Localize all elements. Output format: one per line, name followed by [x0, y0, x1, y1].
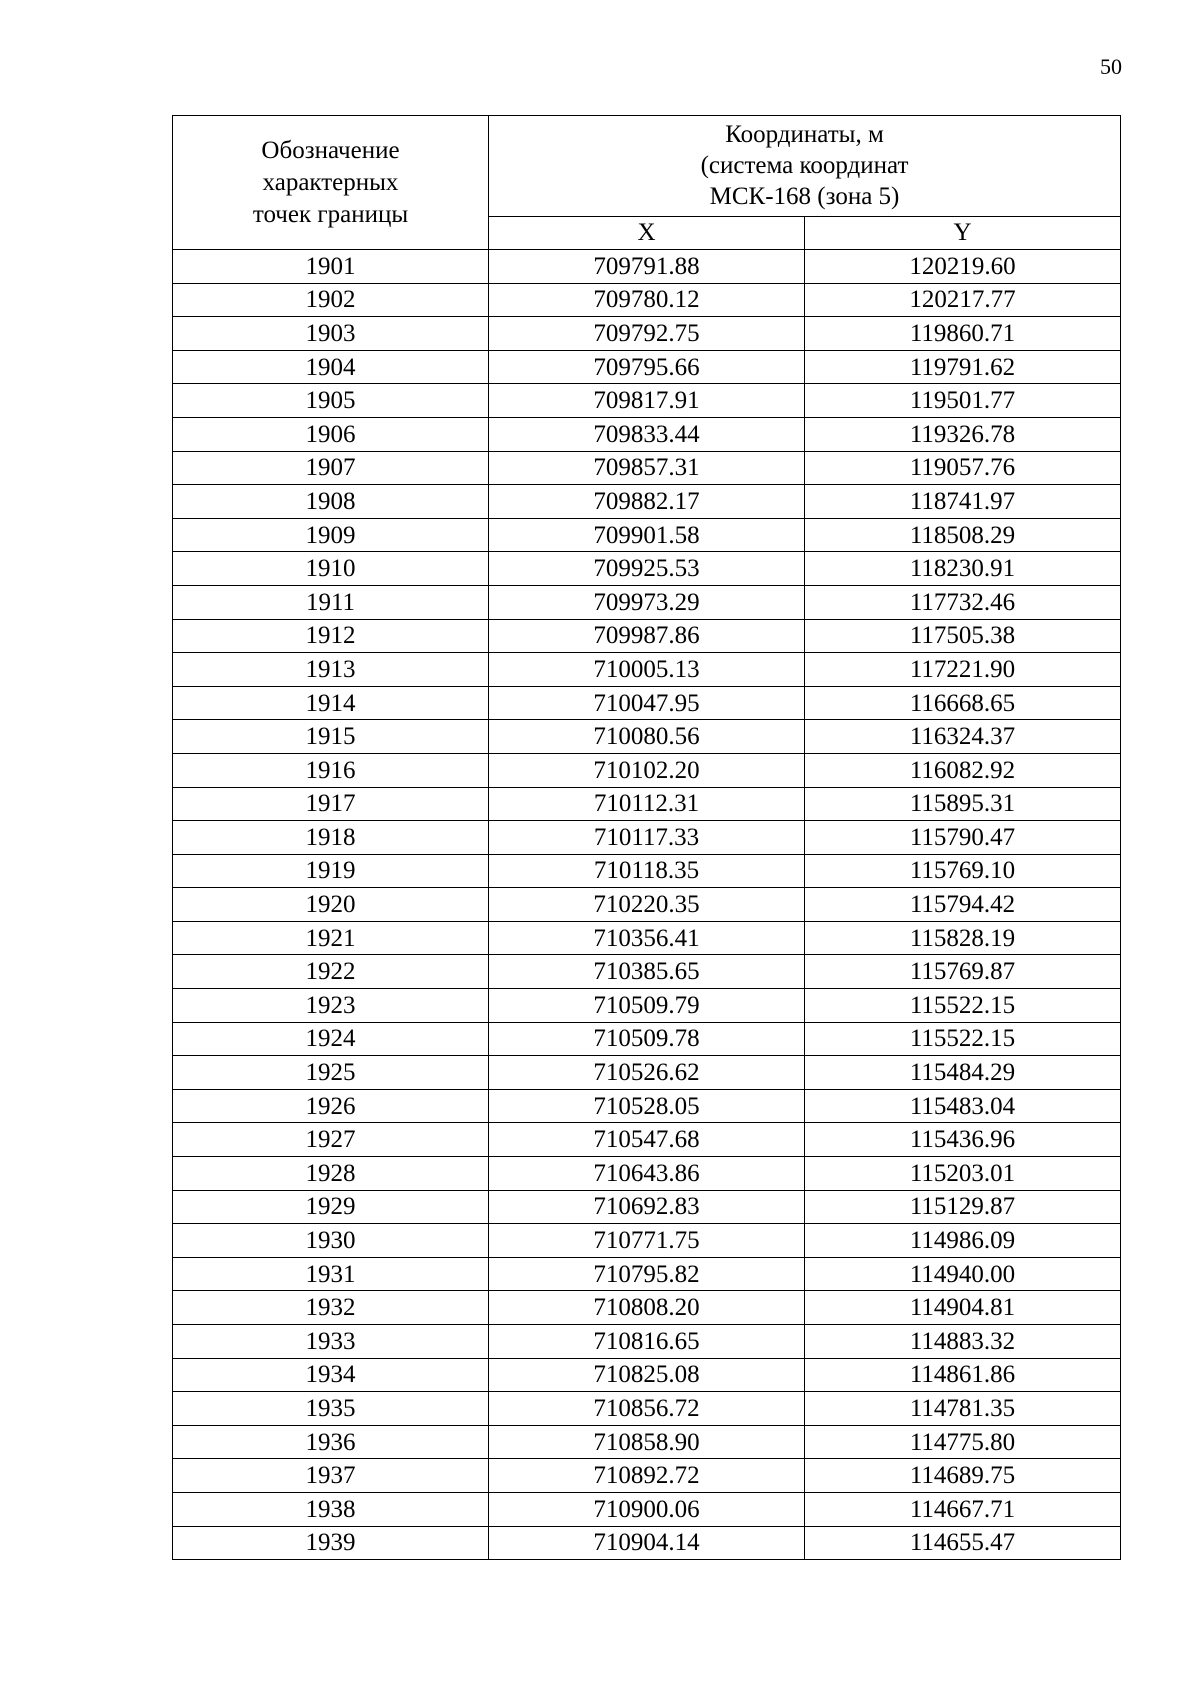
- cell-y: 115794.42: [805, 888, 1121, 922]
- cell-x: 710080.56: [489, 720, 805, 754]
- cell-y: 114655.47: [805, 1526, 1121, 1560]
- table-row: [173, 955, 1121, 989]
- cell-point: 1901: [173, 250, 489, 284]
- table-row: [173, 1459, 1121, 1493]
- cell-point: 1931: [173, 1257, 489, 1291]
- header-y: Y: [805, 216, 1121, 249]
- cell-y: 115769.10: [805, 854, 1121, 888]
- cell-y: 114667.71: [805, 1492, 1121, 1526]
- cell-y: 115790.47: [805, 821, 1121, 855]
- cell-y: 116324.37: [805, 720, 1121, 754]
- cell-point: 1937: [173, 1459, 489, 1493]
- cell-point: 1904: [173, 350, 489, 384]
- table-row: [173, 619, 1121, 653]
- table-body: [173, 250, 1121, 1560]
- cell-x: 710102.20: [489, 753, 805, 787]
- table-row: [173, 1123, 1121, 1157]
- cell-x: 710816.65: [489, 1325, 805, 1359]
- cell-y: 114781.35: [805, 1392, 1121, 1426]
- cell-point: 1912: [173, 619, 489, 653]
- cell-point: 1936: [173, 1425, 489, 1459]
- cell-point: 1926: [173, 1089, 489, 1123]
- cell-x: 710385.65: [489, 955, 805, 989]
- table-row: [173, 854, 1121, 888]
- cell-y: 114986.09: [805, 1224, 1121, 1258]
- cell-x: 709791.88: [489, 250, 805, 284]
- cell-point: 1920: [173, 888, 489, 922]
- table-row: [173, 1157, 1121, 1191]
- cell-point: 1915: [173, 720, 489, 754]
- cell-y: 115484.29: [805, 1056, 1121, 1090]
- cell-x: 709795.66: [489, 350, 805, 384]
- cell-point: 1913: [173, 653, 489, 687]
- table-row: [173, 1291, 1121, 1325]
- cell-y: 118741.97: [805, 485, 1121, 519]
- cell-x: 710856.72: [489, 1392, 805, 1426]
- cell-x: 709882.17: [489, 485, 805, 519]
- table-row: [173, 317, 1121, 351]
- cell-point: 1934: [173, 1358, 489, 1392]
- cell-y: 115203.01: [805, 1157, 1121, 1191]
- cell-point: 1933: [173, 1325, 489, 1359]
- table-row: [173, 417, 1121, 451]
- table-row: [173, 787, 1121, 821]
- cell-x: 709817.91: [489, 384, 805, 418]
- cell-y: 119501.77: [805, 384, 1121, 418]
- table-row: [173, 350, 1121, 384]
- cell-point: 1907: [173, 451, 489, 485]
- cell-point: 1929: [173, 1190, 489, 1224]
- cell-point: 1921: [173, 921, 489, 955]
- cell-x: 709987.86: [489, 619, 805, 653]
- header-designation-line: характерных: [262, 168, 399, 196]
- cell-y: 115436.96: [805, 1123, 1121, 1157]
- cell-point: 1930: [173, 1224, 489, 1258]
- table-row: [173, 1089, 1121, 1123]
- table-row: [173, 753, 1121, 787]
- cell-y: 120219.60: [805, 250, 1121, 284]
- cell-point: 1917: [173, 787, 489, 821]
- cell-y: 115769.87: [805, 955, 1121, 989]
- cell-x: 709780.12: [489, 283, 805, 317]
- cell-point: 1923: [173, 989, 489, 1023]
- cell-x: 710005.13: [489, 653, 805, 687]
- cell-y: 115828.19: [805, 921, 1121, 955]
- cell-y: 118230.91: [805, 552, 1121, 586]
- cell-x: 710526.62: [489, 1056, 805, 1090]
- cell-x: 710117.33: [489, 821, 805, 855]
- cell-y: 114861.86: [805, 1358, 1121, 1392]
- header-coordinates-line: (система координат: [700, 152, 909, 180]
- table-header: [173, 116, 1121, 250]
- header-designation-line: точек границы: [252, 200, 409, 228]
- cell-x: 710692.83: [489, 1190, 805, 1224]
- cell-point: 1922: [173, 955, 489, 989]
- cell-y: 117221.90: [805, 653, 1121, 687]
- coordinates-table: [172, 115, 1121, 1560]
- cell-point: 1906: [173, 417, 489, 451]
- table-row: [173, 989, 1121, 1023]
- cell-y: 115522.15: [805, 1022, 1121, 1056]
- cell-x: 710528.05: [489, 1089, 805, 1123]
- cell-point: 1910: [173, 552, 489, 586]
- table-row: [173, 653, 1121, 687]
- cell-x: 710904.14: [489, 1526, 805, 1560]
- cell-y: 117505.38: [805, 619, 1121, 653]
- cell-y: 114940.00: [805, 1257, 1121, 1291]
- table-row: [173, 250, 1121, 284]
- cell-y: 120217.77: [805, 283, 1121, 317]
- header-x: X: [489, 216, 805, 249]
- cell-x: 710509.79: [489, 989, 805, 1023]
- table-row: [173, 720, 1121, 754]
- table-row: [173, 1526, 1121, 1560]
- cell-y: 114904.81: [805, 1291, 1121, 1325]
- cell-point: 1938: [173, 1492, 489, 1526]
- header-designation-line: Обозначение: [261, 136, 400, 164]
- cell-point: 1914: [173, 686, 489, 720]
- cell-y: 116668.65: [805, 686, 1121, 720]
- table-row: [173, 451, 1121, 485]
- cell-y: 119791.62: [805, 350, 1121, 384]
- cell-point: 1903: [173, 317, 489, 351]
- table-row: [173, 1425, 1121, 1459]
- cell-point: 1927: [173, 1123, 489, 1157]
- table-row: [173, 585, 1121, 619]
- cell-x: 710356.41: [489, 921, 805, 955]
- cell-x: 710795.82: [489, 1257, 805, 1291]
- cell-y: 118508.29: [805, 518, 1121, 552]
- cell-x: 709857.31: [489, 451, 805, 485]
- cell-x: 709792.75: [489, 317, 805, 351]
- cell-point: 1935: [173, 1392, 489, 1426]
- cell-x: 710643.86: [489, 1157, 805, 1191]
- cell-point: 1939: [173, 1526, 489, 1560]
- cell-point: 1905: [173, 384, 489, 418]
- table-row: [173, 1190, 1121, 1224]
- table-row: [173, 821, 1121, 855]
- table-row: [173, 552, 1121, 586]
- cell-y: 115129.87: [805, 1190, 1121, 1224]
- cell-y: 116082.92: [805, 753, 1121, 787]
- cell-x: 709833.44: [489, 417, 805, 451]
- cell-x: 709925.53: [489, 552, 805, 586]
- header-point-designation: [173, 116, 489, 250]
- cell-x: 710858.90: [489, 1425, 805, 1459]
- cell-x: 710220.35: [489, 888, 805, 922]
- table-row: [173, 485, 1121, 519]
- table-row: [173, 1325, 1121, 1359]
- cell-x: 710892.72: [489, 1459, 805, 1493]
- cell-y: 119326.78: [805, 417, 1121, 451]
- cell-point: 1909: [173, 518, 489, 552]
- cell-x: 710771.75: [489, 1224, 805, 1258]
- table-row: [173, 686, 1121, 720]
- cell-y: 114883.32: [805, 1325, 1121, 1359]
- cell-x: 710112.31: [489, 787, 805, 821]
- cell-y: 117732.46: [805, 585, 1121, 619]
- header-coordinates: [489, 116, 1121, 217]
- table-row: [173, 384, 1121, 418]
- cell-x: 709901.58: [489, 518, 805, 552]
- cell-x: 710825.08: [489, 1358, 805, 1392]
- page-number: 50: [1100, 54, 1122, 79]
- cell-x: 710900.06: [489, 1492, 805, 1526]
- cell-y: 115895.31: [805, 787, 1121, 821]
- cell-point: 1928: [173, 1157, 489, 1191]
- table-row: [173, 1392, 1121, 1426]
- header-coordinates-line: Координаты, м: [725, 121, 884, 149]
- cell-x: 710547.68: [489, 1123, 805, 1157]
- cell-point: 1924: [173, 1022, 489, 1056]
- cell-point: 1902: [173, 283, 489, 317]
- table-row: [173, 1022, 1121, 1056]
- table-row: [173, 1492, 1121, 1526]
- cell-point: 1916: [173, 753, 489, 787]
- cell-point: 1911: [173, 585, 489, 619]
- cell-x: 709973.29: [489, 585, 805, 619]
- cell-x: 710509.78: [489, 1022, 805, 1056]
- table-row: [173, 888, 1121, 922]
- cell-x: 710118.35: [489, 854, 805, 888]
- table-row: [173, 1224, 1121, 1258]
- table-row: [173, 1056, 1121, 1090]
- table-row: [173, 283, 1121, 317]
- cell-y: 114775.80: [805, 1425, 1121, 1459]
- table-row: [173, 518, 1121, 552]
- cell-point: 1932: [173, 1291, 489, 1325]
- cell-y: 114689.75: [805, 1459, 1121, 1493]
- cell-point: 1919: [173, 854, 489, 888]
- cell-point: 1925: [173, 1056, 489, 1090]
- cell-point: 1918: [173, 821, 489, 855]
- table-row: [173, 921, 1121, 955]
- cell-y: 119057.76: [805, 451, 1121, 485]
- header-coordinates-line: МСК-168 (зона 5): [709, 183, 900, 211]
- cell-y: 115483.04: [805, 1089, 1121, 1123]
- cell-point: 1908: [173, 485, 489, 519]
- cell-x: 710047.95: [489, 686, 805, 720]
- table-row: [173, 1358, 1121, 1392]
- cell-y: 119860.71: [805, 317, 1121, 351]
- cell-y: 115522.15: [805, 989, 1121, 1023]
- cell-x: 710808.20: [489, 1291, 805, 1325]
- table-row: [173, 1257, 1121, 1291]
